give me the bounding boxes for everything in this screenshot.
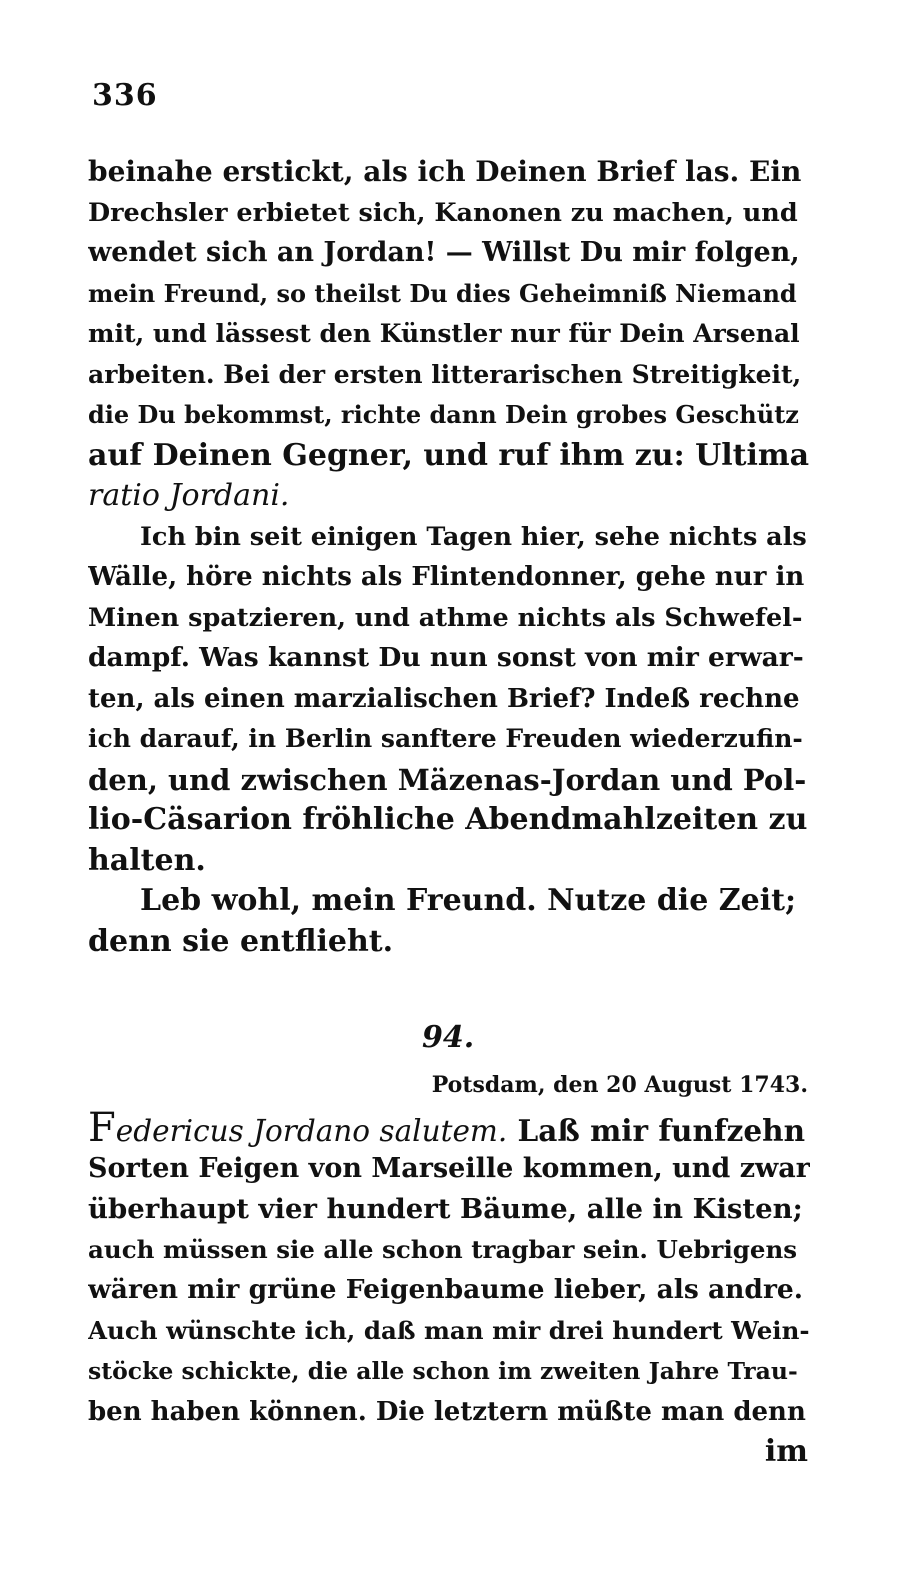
text-line: mit, und lässest den Künstler nur für Dein Arsenal [88,319,800,348]
initial-letter: F [88,1108,116,1149]
text-line: Sorten Feigen von Marseille kommen, und zwar [88,1152,810,1184]
paragraph-2 [88,517,810,882]
text-line: Leb wohl, mein Freund. Nutze die Zeit; [140,883,797,918]
text-line: Wälle, höre nichts als Flintendonner, gehe nur in [88,562,805,592]
text-line: Drechsler erbietet sich, Kanonen zu machen, und [88,197,798,228]
text-line: auch müssen sie alle schon tragbar sein. Uebrigens [88,1234,798,1264]
text-line: wären mir grüne Feigenbaume lieber, als andre. [88,1274,804,1305]
latin-salutation: edericus Jordano salutem. [115,1114,508,1148]
paragraph-1 [88,152,810,517]
text-line: arbeiten. Bei der ersten litterarischen Streitigkeit, [88,359,802,389]
letter-93-continuation [88,152,810,962]
text-line: Ich bin seit einigen Tagen hier, sehe nichts als [140,521,807,552]
letter-94-body [88,1108,810,1432]
text-line: Auch wünschte ich, daß man mir drei hundert Wein- [88,1315,810,1345]
text-line: Minen spatzieren, und athme nichts als Schwefel- [88,602,803,633]
text-line-latin: ratio Jordani. [88,478,290,513]
text-line: auf Deinen Gegner, und ruf ihm zu: Ultima [88,437,810,473]
text-line: ben haben können. Die letztern müßte man denn [88,1396,806,1427]
text-line: dampf. Was kannst Du nun sonst von mir erwar- [88,642,804,673]
text-line: stöcke schickte, die alle schon im zweiten Jahre Trau- [88,1357,798,1385]
text-line: beinahe erstickt, als ich Deinen Brief las. Ein [88,155,802,188]
page-number: 336 [92,78,158,113]
text-line: denn sie entflieht. [88,923,394,959]
text-fragment: Laß mir funfzehn [517,1113,806,1148]
text-line: mein Freund, so theilst Du dies Geheimniß Niemand [88,278,797,308]
text-line: wendet sich an Jordan! — Willst Du mir folgen, [88,237,800,268]
text-line: ich darauf, in Berlin sanftere Freuden wiederzufin- [88,724,803,753]
text-line: halten. [88,842,206,878]
text-line: lio-Cäsarion fröhliche Abendmahlzeiten zu [88,802,808,837]
catchword: im [764,1434,808,1469]
salutation-line [88,1108,810,1149]
letter-number: 94. [422,1020,475,1055]
text-line: ten, als einen marzialischen Brief? Indeß rechne [88,683,800,714]
text-line: die Du bekommst, richte dann Dein grobes Geschütz [88,400,799,429]
text-line: den, und zwischen Mäzenas-Jordan und Pol- [88,762,807,797]
letter-dateline: Potsdam, den 20 August 1743. [431,1072,808,1098]
paragraph-3 [88,881,810,962]
text-line: überhaupt vier hundert Bäume, alle in Kisten; [88,1193,803,1225]
